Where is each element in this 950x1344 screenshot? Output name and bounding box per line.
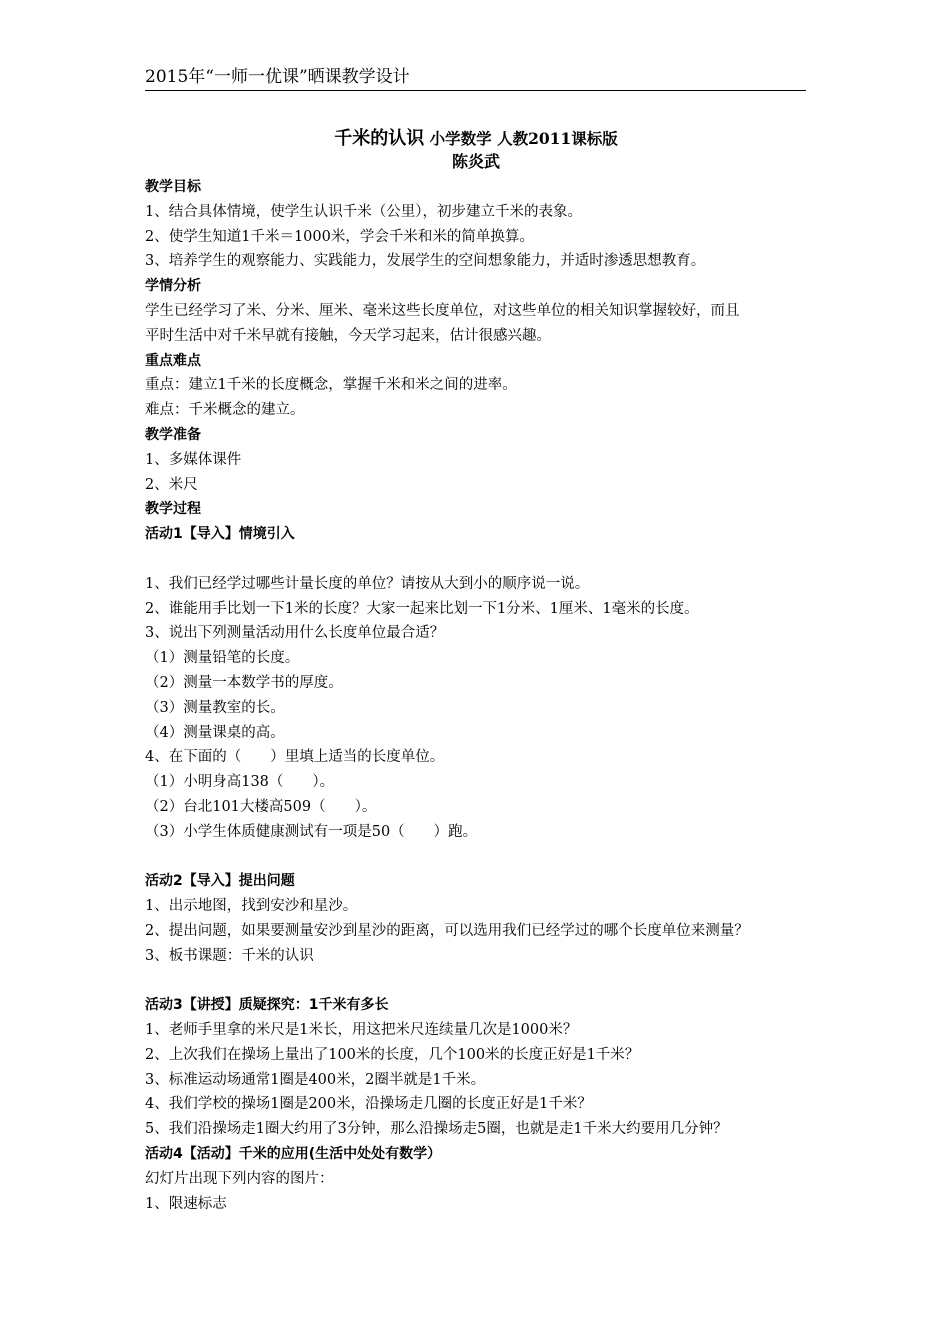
paragraph-line: （2）台北101大楼高509（ ）。 — [145, 798, 377, 815]
paragraph-line: 2、提出问题，如果要测量安沙到星沙的距离，可以选用我们已经学过的哪个长度单位来测量？ — [145, 922, 749, 939]
section-heading: 活动4【活动】千米的应用(生活中处处有数学） — [145, 1146, 442, 1163]
paragraph-line: 3、培养学生的观察能力、实践能力，发展学生的空间想象能力，并适时渗透思想教育。 — [145, 253, 706, 270]
paragraph-line: 1、我们已经学过哪些计量长度的单位？请按从大到小的顺序说一说。 — [145, 575, 590, 592]
blank-line — [145, 969, 825, 994]
paragraph-line: 2、谁能用手比划一下1米的长度？大家一起来比划一下1分米、1厘米、1毫米的长度。 — [145, 600, 699, 617]
paragraph-line: （2）测量一本数学书的厚度。 — [145, 674, 343, 691]
paragraph-line: （1）小明身高138（ ）。 — [145, 774, 335, 791]
blank-line — [145, 547, 825, 572]
paragraph-line: （4）测量课桌的高。 — [145, 724, 285, 741]
paragraph-line: 2、上次我们在操场上量出了100米的长度，几个100米的长度正好是1千米？ — [145, 1046, 640, 1063]
paragraph-line: 幻灯片出现下列内容的图片： — [145, 1170, 334, 1187]
paragraph-line: 3、板书课题：千米的认识 — [145, 947, 314, 964]
paragraph-line: 1、老师手里拿的米尺是1米长，用这把米尺连续量几次是1000米？ — [145, 1022, 578, 1039]
section-heading: 学情分析 — [145, 278, 201, 295]
section-heading: 教学过程 — [145, 501, 201, 518]
paragraph-line: 3、标准运动场通常1圈是400米，2圈半就是1千米。 — [145, 1071, 486, 1088]
paragraph-line: 平时生活中对千米早就有接触，今天学习起来，估计很感兴趣。 — [145, 327, 551, 344]
section-heading: 活动3【讲授】质疑探究：1千米有多长 — [145, 997, 389, 1014]
paragraph-line: 4、我们学校的操场1圈是200米，沿操场走几圈的长度正好是1千米？ — [145, 1096, 592, 1113]
section-heading: 活动2【导入】提出问题 — [145, 873, 295, 890]
document-author: 陈炎武 — [451, 152, 500, 171]
paragraph-line: （1）测量铅笔的长度。 — [145, 650, 300, 667]
paragraph-line: 3、说出下列测量活动用什么长度单位最合适？ — [145, 625, 445, 642]
title-main: 千米的认识 — [334, 128, 425, 149]
section-heading: 教学目标 — [145, 179, 201, 195]
paragraph-line: （3）测量教室的长。 — [145, 699, 285, 716]
paragraph-line: 1、结合具体情境，使学生认识千米（公里），初步建立千米的表象。 — [145, 203, 582, 220]
section-heading: 活动1【导入】情境引入 — [145, 526, 295, 543]
section-heading: 重点难点 — [145, 352, 201, 369]
paragraph-line: 1、出示地图，找到安沙和星沙。 — [145, 898, 358, 915]
body-text — [145, 175, 825, 1216]
paragraph-line: 4、在下面的（ ）里填上适当的长度单位。 — [145, 749, 445, 766]
paragraph-line: 重点：建立1千米的长度概念，掌握千米和米之间的进率。 — [145, 377, 517, 394]
paragraph-line: 5、我们沿操场走1圈大约用了3分钟，那么沿操场走5圈，也就是走1千米大约要用几分钟？ — [145, 1121, 728, 1138]
section-heading: 教学准备 — [145, 426, 201, 443]
document-title — [127, 126, 825, 151]
paragraph-line: 难点：千米概念的建立。 — [145, 402, 305, 419]
title-subtitle: 小学数学 人教2011课标版 — [424, 129, 618, 148]
paragraph-line: 1、限速标志 — [145, 1195, 227, 1212]
document-content — [145, 126, 825, 1216]
page-header: 2015年“一师一优课”晒课教学设计 — [145, 64, 806, 91]
paragraph-line: 2、米尺 — [145, 476, 198, 493]
paragraph-line: 1、多媒体课件 — [145, 451, 242, 468]
blank-line — [145, 845, 825, 870]
paragraph-line: 2、使学生知道1千米＝1000米，学会千米和米的简单换算。 — [145, 228, 534, 245]
paragraph-line: （3）小学生体质健康测试有一项是50（ ）跑。 — [145, 823, 478, 840]
paragraph-line: 学生已经学习了米、分米、厘米、毫米这些长度单位，对这些单位的相关知识掌握较好，而且 — [145, 302, 740, 319]
